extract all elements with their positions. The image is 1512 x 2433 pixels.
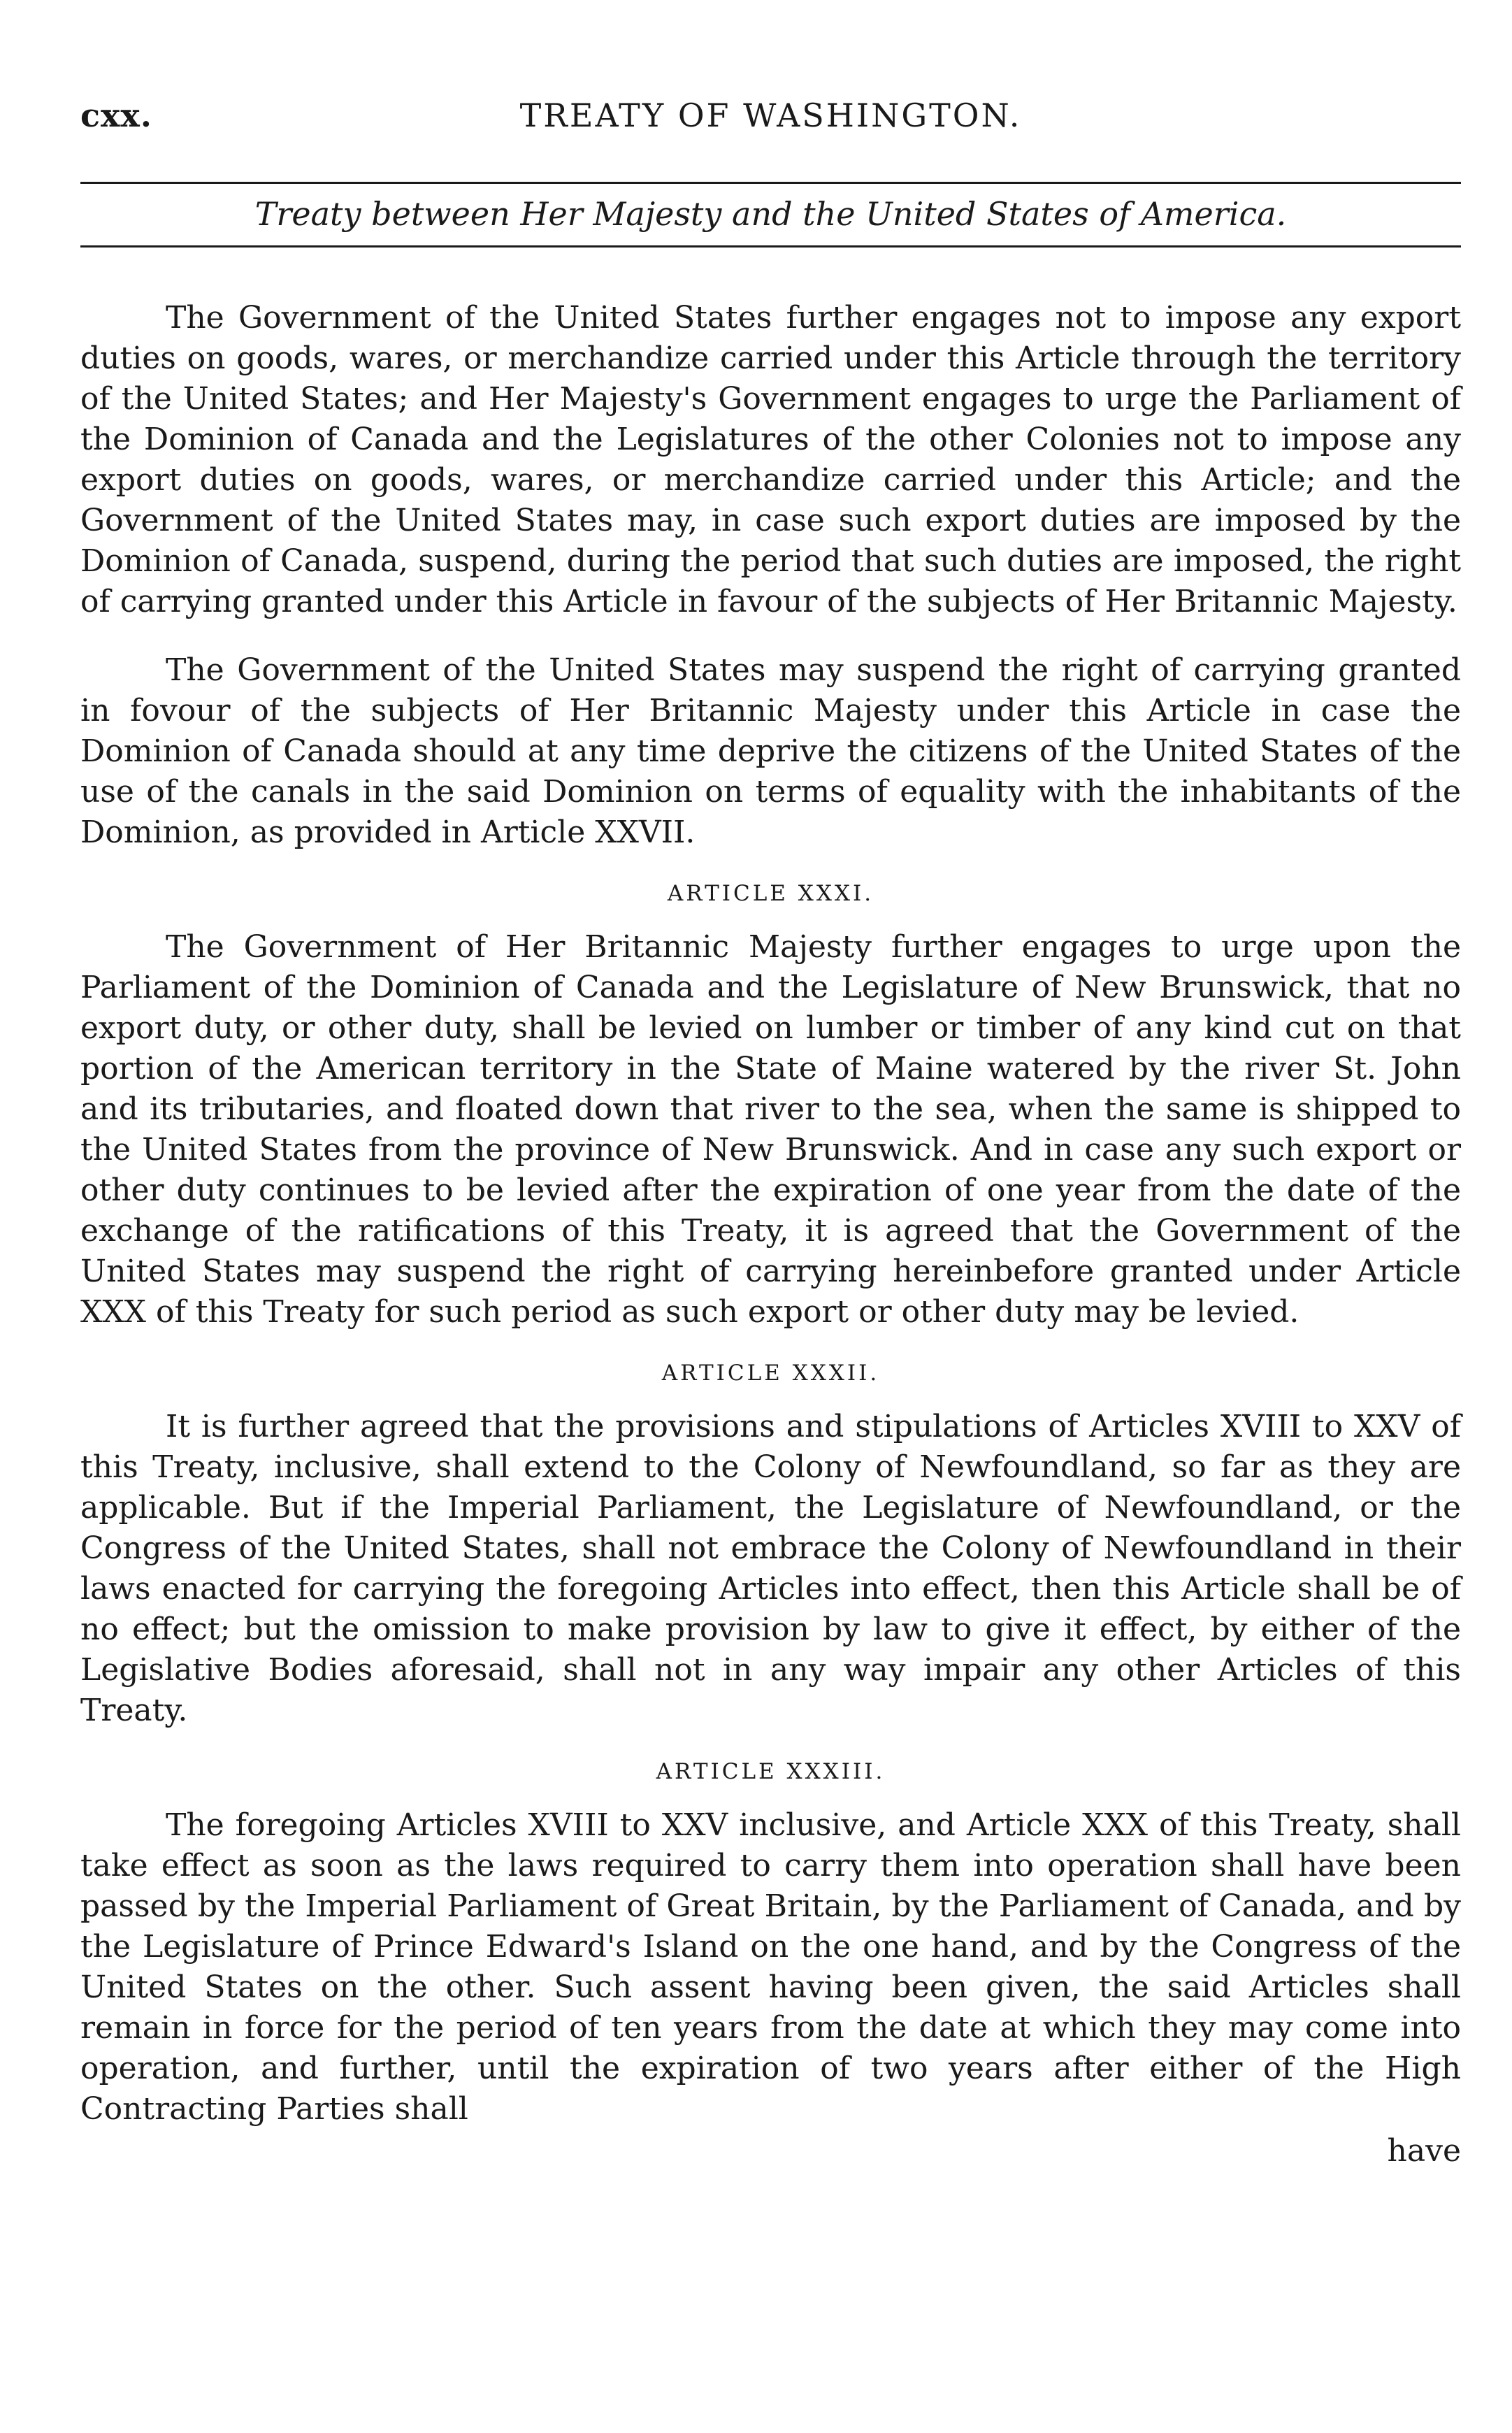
article-xxxi-text: The Government of Her Britannic Majesty further engages to urge upon the Parliament of the Dominion of Canada and the Legislature of New Brunswick, that no export duty, or other duty, shall be levied on lumber or timber of any kind cut on that portion of the American territory in the State of Maine watered by the river St. John and its tributaries, and floated down that river to the sea, when the same is shipped to the United States from the province of New Brunswick. And in case any such export or other duty continues to be levied after the expiration of one year from the date of the exchange of the ratifications of this Treaty, it is agreed that the Government of the United States may suspend the right of carrying hereinbefore granted under Article XXX of this Treaty for such period as such export or other duty may be levied. [80,929,1461,1330]
paragraph-export-duties: The Government of the United States further engages not to impose any export duties on goods, wares, or merchandize carried under this Article through the territory of the United States; and Her Majesty's Government engages to urge the Parliament of the Dominion of Canada and the Legislatures of the other Colonies not to impose any export duties on goods, wares, or merchandize carried under this Article; and the Government of the United States may, in case such export duties are imposed by the Dominion of Canada, suspend, during the period that such duties are imposed, the right of carrying granted under this Article in favour of the subjects of Her Britannic Majesty. [80,300,1461,619]
article-xxxi-heading: ARTICLE XXXI. [667,881,874,906]
article-xxxii-heading: ARTICLE XXXII. [661,1361,880,1386]
catchword: have [1387,2133,1461,2169]
header-rule-bottom [80,245,1461,247]
article-xxxiii-text: The foregoing Articles XVIII to XXV inclusive, and Article XXX of this Treaty, shall take effect as soon as the laws required to carry them into operation shall have been passed by the Imperial Parliament of Great Britain, by the Parliament of Canada, and by the Legislature of Prince Edward's Island on the one hand, and by the Congress of the United States on the other. Such assent having been given, the said Articles shall remain in force for the period of ten years from the date at which they may come into operation, and further, until the expiration of two years after either of the High Contracting Parties shall [80,1807,1461,2127]
running-title: TREATY OF WASHINGTON. [519,96,1022,134]
paragraph-suspend-carrying: The Government of the United States may suspend the right of carrying granted in fovour of the subjects of Her Britannic Majesty under this Article in case the Dominion of Canada should at any time deprive the citizens of the United States of the use of the canals in the said Dominion on terms of equality with the inhabitants of the Dominion, as provided in Article XXVII. [80,652,1461,850]
treaty-subtitle: Treaty between Her Majesty and the United States of America. [254,195,1287,233]
article-xxxiii-heading: ARTICLE XXXIII. [656,1759,886,1784]
body-text [80,298,1461,2172]
running-header [80,91,1461,154]
document-page [80,91,1461,2172]
article-xxxii-text: It is further agreed that the provisions and stipulations of Articles XVIII to XXV of this Treaty, inclusive, shall extend to the Colony of Newfoundland, so far as they are applicable. But if the Imperial Parliament, the Legislature of Newfoundland, or the Congress of the United States, shall not embrace the Colony of Newfoundland in their laws enacted for carrying the foregoing Articles into effect, then this Article shall be of no effect; but the omission to make provision by law to give it effect, by either of the Legislative Bodies aforesaid, shall not in any way impair any other Articles of this Treaty. [80,1409,1461,1728]
page-number: cxx. [80,96,152,134]
